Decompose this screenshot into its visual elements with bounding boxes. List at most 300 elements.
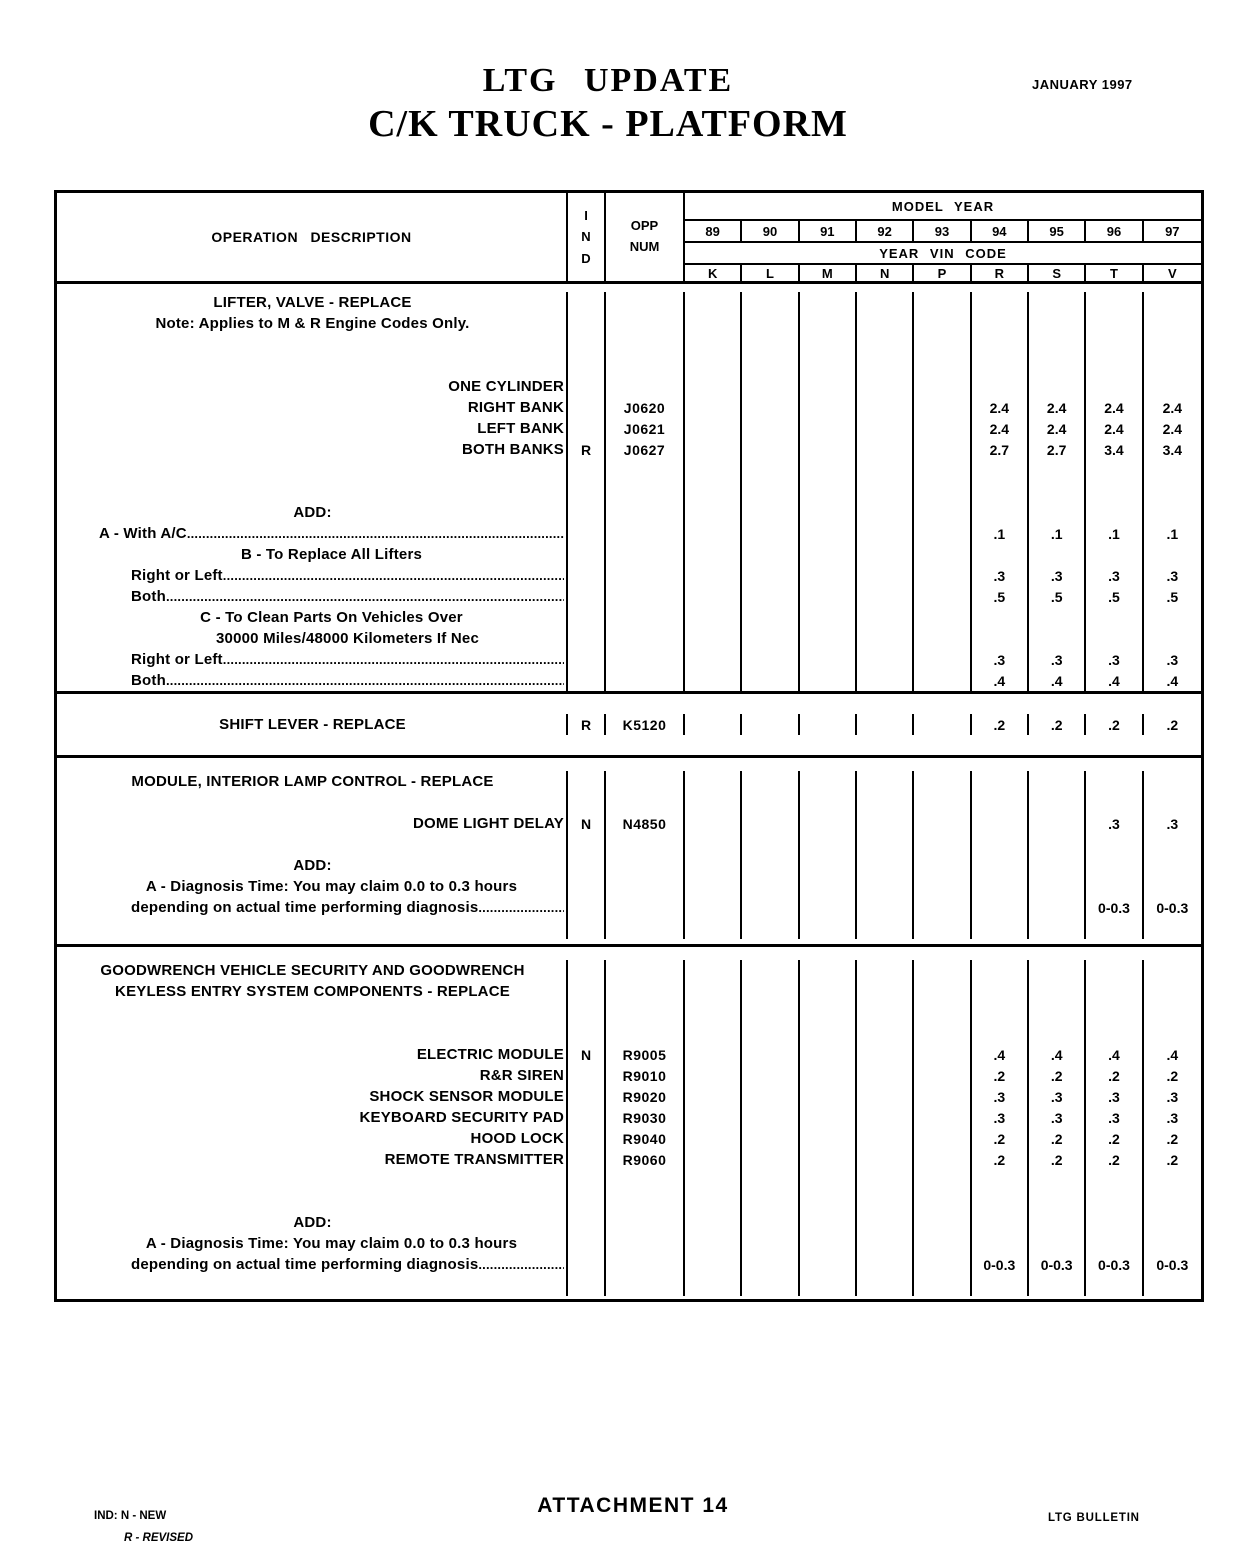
operation-text: A - Diagnosis Time: You may claim 0.0 to 0.3 hours bbox=[145, 878, 518, 895]
hours-cell bbox=[685, 1086, 742, 1107]
hours-cell bbox=[1086, 981, 1143, 1002]
hours-cell bbox=[1144, 876, 1201, 897]
hours-cell bbox=[800, 628, 857, 649]
table-row bbox=[57, 565, 1201, 586]
hours-cell bbox=[742, 523, 799, 544]
operation-cell bbox=[57, 1002, 568, 1023]
hours-cell: .3 bbox=[1086, 1107, 1143, 1128]
hours-cell: .5 bbox=[1086, 586, 1143, 607]
hours-cell: 0-0.3 bbox=[972, 1254, 1029, 1275]
hours-cell bbox=[1029, 1002, 1086, 1023]
ind-cell bbox=[568, 834, 606, 855]
hours-cell bbox=[685, 418, 742, 439]
table-row bbox=[57, 1023, 1201, 1044]
hours-cell bbox=[800, 1191, 857, 1212]
hours-cell bbox=[742, 481, 799, 502]
operation-cell bbox=[57, 502, 568, 523]
ind-column-header bbox=[568, 193, 606, 281]
table-row bbox=[57, 714, 1201, 735]
hours-cell bbox=[742, 1107, 799, 1128]
table-row bbox=[57, 397, 1201, 418]
table-row bbox=[57, 1212, 1201, 1233]
hours-cell bbox=[857, 792, 914, 813]
table-row bbox=[57, 1107, 1201, 1128]
hours-cell bbox=[1029, 1212, 1086, 1233]
hours-cell bbox=[685, 1044, 742, 1065]
table-row bbox=[57, 523, 1201, 544]
hours-cell: .3 bbox=[1029, 1107, 1086, 1128]
hours-cell bbox=[1144, 544, 1201, 565]
hours-cell: .2 bbox=[1166, 1067, 1179, 1084]
ind-cell bbox=[568, 544, 606, 565]
hours-cell bbox=[857, 960, 914, 981]
hours-cell bbox=[914, 1023, 971, 1044]
table-row bbox=[57, 355, 1201, 376]
hours-cell bbox=[685, 586, 742, 607]
hours-cell: 2.4 bbox=[1029, 418, 1086, 439]
hours-cell: 0-0.3 bbox=[1029, 1254, 1086, 1275]
hours-cell: .3 bbox=[1166, 1109, 1179, 1126]
operation-cell bbox=[57, 565, 568, 586]
hours-cell bbox=[857, 649, 914, 670]
hours-cell bbox=[685, 1149, 742, 1170]
hours-cell bbox=[857, 397, 914, 418]
title-line-1: LTG UPDATE bbox=[482, 62, 734, 99]
hours-cell bbox=[742, 292, 799, 313]
opp-num-cell bbox=[606, 897, 685, 918]
hours-cell: .1 bbox=[1166, 525, 1179, 542]
hours-cell bbox=[742, 649, 799, 670]
ind-cell: N bbox=[568, 813, 606, 834]
ind-cell bbox=[568, 334, 606, 355]
opp-num-cell bbox=[606, 1254, 685, 1275]
hours-cell bbox=[685, 523, 742, 544]
hours-cell: .5 bbox=[1166, 588, 1179, 605]
hours-cell bbox=[972, 792, 1029, 813]
hours-cell bbox=[742, 460, 799, 481]
hours-cell bbox=[800, 1170, 857, 1191]
hours-cell bbox=[914, 1191, 971, 1212]
leader-dots bbox=[166, 590, 564, 607]
hours-cell bbox=[800, 1233, 857, 1254]
operation-text: C - To Clean Parts On Vehicles Over bbox=[200, 609, 463, 626]
operation-cell bbox=[57, 855, 568, 876]
hours-cell bbox=[1029, 981, 1086, 1002]
leader-dots bbox=[223, 653, 564, 670]
operation-cell bbox=[57, 960, 568, 981]
hours-cell bbox=[1086, 771, 1143, 792]
model-year-cell: 96 bbox=[1086, 221, 1143, 241]
hours-cell bbox=[914, 355, 971, 376]
table-row bbox=[57, 418, 1201, 439]
section-lifter-valve-replace bbox=[57, 284, 1201, 691]
hours-cell bbox=[685, 834, 742, 855]
operation-cell bbox=[57, 544, 568, 565]
hours-cell bbox=[685, 355, 742, 376]
hours-cell bbox=[1086, 292, 1143, 313]
vin-code-cell: R bbox=[972, 265, 1029, 281]
operation-cell bbox=[57, 607, 568, 628]
hours-cell bbox=[685, 292, 742, 313]
hours-cell bbox=[1029, 1275, 1086, 1296]
hours-cell: .3 bbox=[1086, 649, 1143, 670]
operation-cell bbox=[57, 1128, 568, 1149]
hours-cell bbox=[800, 481, 857, 502]
operation-text: A - Diagnosis Time: You may claim 0.0 to 0.3 hours bbox=[145, 1235, 518, 1252]
table-row bbox=[57, 502, 1201, 523]
opp-num-cell bbox=[606, 334, 685, 355]
table-row bbox=[57, 1275, 1201, 1296]
hours-cell bbox=[972, 876, 1029, 897]
operation-cell bbox=[57, 897, 568, 918]
table-row bbox=[57, 607, 1201, 628]
opp-num-cell: R9030 bbox=[606, 1107, 685, 1128]
opp-num-cell: R9010 bbox=[606, 1065, 685, 1086]
operation-cell bbox=[57, 918, 568, 939]
hours-cell bbox=[685, 855, 742, 876]
hours-cell bbox=[685, 981, 742, 1002]
hours-cell bbox=[800, 897, 857, 918]
attachment-label: ATTACHMENT 14 bbox=[537, 1494, 729, 1517]
hours-cell bbox=[685, 670, 742, 691]
opp-num-cell: N4850 bbox=[606, 813, 685, 834]
hours-cell bbox=[1086, 855, 1143, 876]
hours-cell: .2 bbox=[1166, 1130, 1179, 1147]
operation-text: Note: Applies to M & R Engine Codes Only. bbox=[155, 315, 470, 332]
ind-cell: R bbox=[568, 439, 606, 460]
hours-cell bbox=[742, 855, 799, 876]
ind-cell bbox=[568, 397, 606, 418]
table-row bbox=[57, 376, 1201, 397]
model-year-cell: 91 bbox=[800, 221, 857, 241]
hours-cell: 2.4 bbox=[972, 418, 1029, 439]
hours-cell bbox=[914, 670, 971, 691]
table-row bbox=[57, 960, 1201, 981]
opp-num-cell bbox=[606, 313, 685, 334]
hours-cell: .3 bbox=[1086, 565, 1143, 586]
hours-cell: .5 bbox=[972, 586, 1029, 607]
ind-cell bbox=[568, 607, 606, 628]
table-row bbox=[57, 834, 1201, 855]
hours-cell bbox=[857, 628, 914, 649]
table-row bbox=[57, 628, 1201, 649]
operation-cell bbox=[57, 1191, 568, 1212]
hours-cell bbox=[914, 1065, 971, 1086]
table-row bbox=[57, 855, 1201, 876]
hours-cell bbox=[800, 1275, 857, 1296]
hours-cell bbox=[800, 714, 857, 735]
hours-cell bbox=[742, 1023, 799, 1044]
hours-cell bbox=[1029, 876, 1086, 897]
hours-cell bbox=[800, 876, 857, 897]
hours-cell bbox=[1144, 1233, 1201, 1254]
ind-cell bbox=[568, 897, 606, 918]
hours-cell bbox=[1144, 607, 1201, 628]
vin-code-cell: M bbox=[800, 265, 857, 281]
ind-cell bbox=[568, 565, 606, 586]
hours-cell bbox=[800, 834, 857, 855]
hours-cell bbox=[685, 397, 742, 418]
ind-cell bbox=[568, 1254, 606, 1275]
hours-cell bbox=[800, 334, 857, 355]
hours-cell: .2 bbox=[1086, 1065, 1143, 1086]
hours-cell bbox=[972, 813, 1029, 834]
hours-cell bbox=[800, 355, 857, 376]
operation-cell bbox=[57, 1212, 568, 1233]
hours-cell bbox=[800, 771, 857, 792]
hours-cell bbox=[857, 355, 914, 376]
leader-dots bbox=[166, 674, 564, 691]
model-year-cell: 92 bbox=[857, 221, 914, 241]
hours-cell bbox=[1086, 1023, 1143, 1044]
opp-header-line: NUM bbox=[629, 239, 660, 254]
opp-num-cell bbox=[606, 1002, 685, 1023]
hours-cell bbox=[972, 376, 1029, 397]
opp-num-cell bbox=[606, 502, 685, 523]
hours-cell: .2 bbox=[1086, 714, 1143, 735]
table-row bbox=[57, 813, 1201, 834]
opp-num-cell: J0621 bbox=[606, 418, 685, 439]
hours-cell bbox=[914, 1086, 971, 1107]
hours-cell bbox=[972, 607, 1029, 628]
hours-cell bbox=[742, 1149, 799, 1170]
hours-cell bbox=[685, 813, 742, 834]
ind-cell bbox=[568, 418, 606, 439]
hours-cell bbox=[972, 628, 1029, 649]
hours-cell bbox=[857, 981, 914, 1002]
hours-cell bbox=[857, 1212, 914, 1233]
hours-cell bbox=[1086, 502, 1143, 523]
hours-cell bbox=[857, 714, 914, 735]
operation-cell bbox=[57, 1233, 568, 1254]
opp-num-cell bbox=[606, 670, 685, 691]
hours-cell bbox=[914, 460, 971, 481]
hours-cell bbox=[742, 1002, 799, 1023]
opp-num-cell bbox=[606, 1233, 685, 1254]
hours-cell bbox=[742, 897, 799, 918]
hours-cell: .4 bbox=[1086, 1044, 1143, 1065]
operation-text: Right or Left bbox=[131, 651, 223, 668]
ind-header-letter: D bbox=[581, 250, 591, 266]
hours-cell bbox=[742, 960, 799, 981]
model-year-cell: 95 bbox=[1029, 221, 1086, 241]
hours-cell bbox=[857, 1002, 914, 1023]
hours-cell bbox=[1029, 544, 1086, 565]
operation-text: KEYLESS ENTRY SYSTEM COMPONENTS - REPLACE bbox=[115, 983, 510, 1000]
hours-cell bbox=[914, 502, 971, 523]
hours-cell bbox=[1086, 876, 1143, 897]
hours-cell bbox=[857, 439, 914, 460]
hours-cell bbox=[800, 439, 857, 460]
hours-cell bbox=[914, 565, 971, 586]
section-shift-lever-replace bbox=[57, 691, 1201, 755]
operation-text: LEFT BANK bbox=[477, 420, 564, 437]
hours-cell bbox=[857, 813, 914, 834]
hours-cell bbox=[800, 792, 857, 813]
table-row bbox=[57, 1254, 1201, 1275]
opp-num-cell: J0627 bbox=[606, 439, 685, 460]
opp-num-cell bbox=[606, 607, 685, 628]
hours-cell: .3 bbox=[972, 565, 1029, 586]
ind-cell bbox=[568, 460, 606, 481]
operation-cell bbox=[57, 586, 568, 607]
section-goodwrench-security-keyless-entry-replace bbox=[57, 944, 1201, 1299]
hours-cell bbox=[914, 981, 971, 1002]
table-row bbox=[57, 771, 1201, 792]
hours-cell bbox=[914, 397, 971, 418]
table-row bbox=[57, 439, 1201, 460]
hours-cell bbox=[685, 649, 742, 670]
table-row bbox=[57, 1149, 1201, 1170]
hours-cell: .2 bbox=[972, 1149, 1029, 1170]
hours-cell bbox=[800, 502, 857, 523]
hours-cell bbox=[685, 481, 742, 502]
hours-cell bbox=[742, 1254, 799, 1275]
hours-cell bbox=[685, 714, 742, 735]
table-row bbox=[57, 1065, 1201, 1086]
operation-cell bbox=[57, 313, 568, 334]
operation-text: A - With A/C bbox=[99, 525, 187, 542]
operation-cell bbox=[57, 418, 568, 439]
hours-cell bbox=[857, 607, 914, 628]
hours-cell bbox=[1144, 502, 1201, 523]
ind-legend-new: IND: N - NEW bbox=[94, 1510, 167, 1522]
table-row bbox=[57, 544, 1201, 565]
hours-cell: 2.4 bbox=[1086, 397, 1143, 418]
hours-cell: .3 bbox=[1166, 1088, 1179, 1105]
hours-cell bbox=[685, 1191, 742, 1212]
hours-cell: .2 bbox=[1166, 716, 1179, 733]
hours-cell bbox=[914, 813, 971, 834]
hours-cell bbox=[800, 313, 857, 334]
hours-cell bbox=[1086, 628, 1143, 649]
hours-cell bbox=[972, 481, 1029, 502]
hours-cell bbox=[914, 771, 971, 792]
operation-cell bbox=[57, 876, 568, 897]
hours-cell bbox=[1086, 834, 1143, 855]
hours-cell bbox=[742, 813, 799, 834]
hours-cell: .3 bbox=[972, 1086, 1029, 1107]
hours-cell bbox=[972, 981, 1029, 1002]
ind-cell bbox=[568, 1065, 606, 1086]
hours-cell: .3 bbox=[1029, 565, 1086, 586]
hours-cell bbox=[1144, 834, 1201, 855]
operation-cell bbox=[57, 460, 568, 481]
ind-cell bbox=[568, 918, 606, 939]
model-year-cell: 89 bbox=[685, 221, 742, 241]
hours-cell bbox=[800, 981, 857, 1002]
hours-cell bbox=[972, 1170, 1029, 1191]
operation-text: ADD: bbox=[293, 857, 332, 874]
hours-cell bbox=[857, 1191, 914, 1212]
hours-cell bbox=[972, 1191, 1029, 1212]
hours-cell bbox=[800, 292, 857, 313]
hours-cell bbox=[972, 960, 1029, 981]
table-row bbox=[57, 918, 1201, 939]
ind-cell bbox=[568, 586, 606, 607]
hours-cell bbox=[857, 918, 914, 939]
ind-cell bbox=[568, 855, 606, 876]
ind-legend-revised: R - REVISED bbox=[124, 1532, 194, 1545]
ind-cell bbox=[568, 628, 606, 649]
operation-text: ADD: bbox=[293, 1214, 332, 1231]
hours-cell bbox=[800, 813, 857, 834]
hours-cell bbox=[1144, 1002, 1201, 1023]
hours-cell bbox=[914, 1275, 971, 1296]
hours-cell bbox=[685, 565, 742, 586]
ind-cell bbox=[568, 313, 606, 334]
hours-cell: 2.7 bbox=[1029, 439, 1086, 460]
hours-cell bbox=[1144, 292, 1201, 313]
hours-cell: .4 bbox=[1086, 670, 1143, 691]
hours-cell bbox=[857, 1149, 914, 1170]
hours-cell bbox=[742, 1086, 799, 1107]
table-row bbox=[57, 1233, 1201, 1254]
ind-cell bbox=[568, 1275, 606, 1296]
hours-cell bbox=[857, 1170, 914, 1191]
hours-cell: .3 bbox=[1166, 567, 1179, 584]
hours-cell bbox=[1086, 792, 1143, 813]
model-year-cell: 97 bbox=[1165, 223, 1180, 239]
table-row bbox=[57, 792, 1201, 813]
opp-num-column-header bbox=[606, 193, 685, 281]
hours-cell bbox=[742, 628, 799, 649]
hours-cell: .4 bbox=[1166, 672, 1179, 689]
opp-num-cell bbox=[606, 1170, 685, 1191]
hours-cell bbox=[685, 876, 742, 897]
hours-cell bbox=[857, 1107, 914, 1128]
operation-cell bbox=[57, 1149, 568, 1170]
hours-cell: .2 bbox=[1029, 1065, 1086, 1086]
hours-cell bbox=[1029, 855, 1086, 876]
opp-num-cell bbox=[606, 1023, 685, 1044]
table-row bbox=[57, 1044, 1201, 1065]
table-row bbox=[57, 1002, 1201, 1023]
opp-num-cell bbox=[606, 855, 685, 876]
hours-cell bbox=[800, 1128, 857, 1149]
hours-cell bbox=[800, 1149, 857, 1170]
hours-cell bbox=[857, 523, 914, 544]
operation-text: BOTH BANKS bbox=[462, 441, 564, 458]
hours-cell bbox=[1086, 918, 1143, 939]
hours-cell bbox=[857, 586, 914, 607]
hours-cell bbox=[742, 670, 799, 691]
opp-num-cell bbox=[606, 981, 685, 1002]
ind-cell bbox=[568, 1233, 606, 1254]
hours-cell: .2 bbox=[1029, 714, 1086, 735]
hours-cell bbox=[914, 1254, 971, 1275]
hours-cell bbox=[742, 1275, 799, 1296]
hours-cell bbox=[857, 460, 914, 481]
ind-cell bbox=[568, 355, 606, 376]
operation-cell bbox=[57, 792, 568, 813]
hours-cell: 0-0.3 bbox=[1156, 899, 1189, 916]
operation-cell bbox=[57, 376, 568, 397]
ind-cell bbox=[568, 771, 606, 792]
hours-cell: .3 bbox=[1029, 649, 1086, 670]
hours-cell bbox=[1029, 376, 1086, 397]
hours-cell bbox=[972, 1233, 1029, 1254]
hours-cell bbox=[800, 1086, 857, 1107]
hours-cell bbox=[914, 523, 971, 544]
hours-cell bbox=[1144, 1023, 1201, 1044]
hours-cell: .1 bbox=[1086, 523, 1143, 544]
hours-cell bbox=[742, 1170, 799, 1191]
hours-cell: 3.4 bbox=[1162, 441, 1183, 458]
operation-cell bbox=[57, 1086, 568, 1107]
hours-cell: .4 bbox=[1166, 1046, 1179, 1063]
ind-cell bbox=[568, 523, 606, 544]
